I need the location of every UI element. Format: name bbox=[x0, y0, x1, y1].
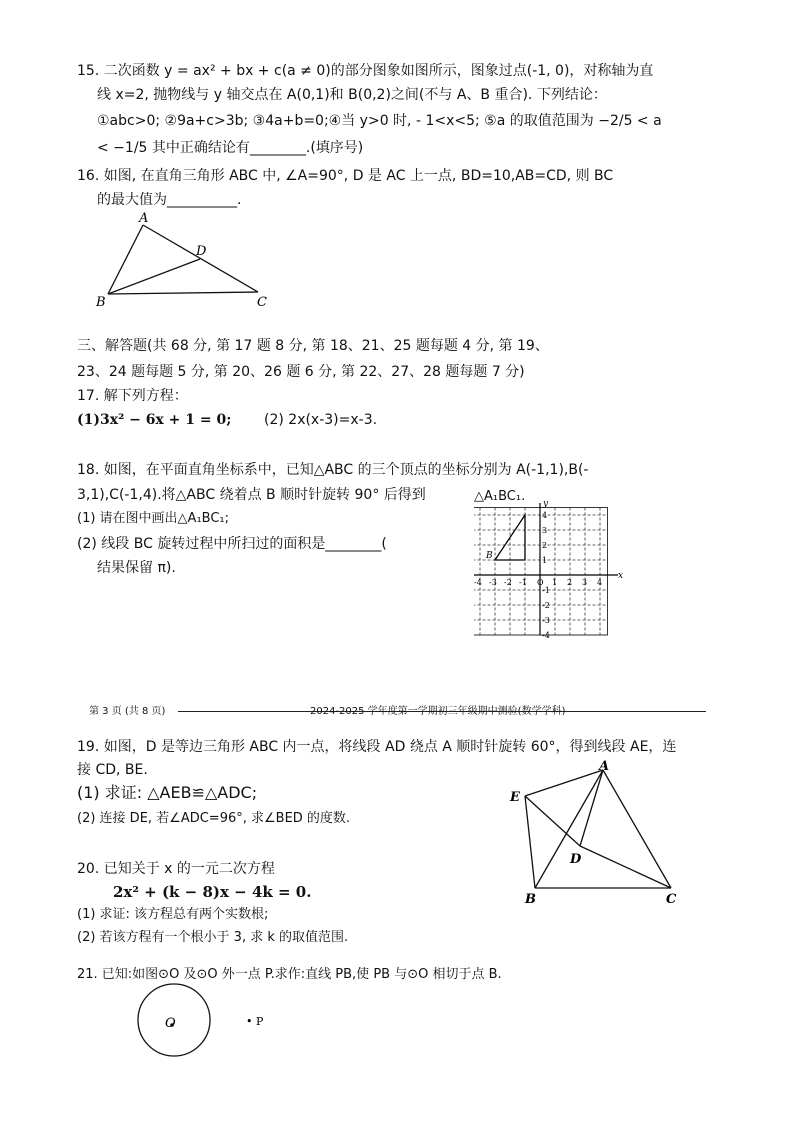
q19-part-1: (1) 求证: △AEB≌△ADC; bbox=[77, 783, 258, 802]
x-axis-label: x bbox=[618, 571, 624, 581]
q16-label-d: D bbox=[196, 244, 207, 259]
x-tick-label: -1 bbox=[519, 578, 527, 587]
x-tick-label: -4 bbox=[474, 578, 482, 587]
q19-label-e: E bbox=[510, 790, 520, 805]
q18-coordinate-grid bbox=[474, 500, 634, 640]
q19-label-b: B bbox=[525, 892, 536, 907]
q17-equation-1: (1)3x² − 6x + 1 = 0; bbox=[77, 412, 232, 428]
q20-equation: 2x² + (k − 8)x − 4k = 0. bbox=[113, 883, 312, 901]
y-tick-label: -2 bbox=[542, 601, 550, 610]
q19-part-2: (2) 连接 DE, 若∠ADC=96°, 求∠BED 的度数. bbox=[77, 811, 351, 826]
x-tick-label: -3 bbox=[489, 578, 497, 587]
q16-label-c: C bbox=[257, 295, 267, 310]
q15-line-3: ①abc>0; ②9a+c>3b; ③4a+b=0;④当 y>0 时, - 1<x<5; ⑤a 的取值范围为 −2/5 < a bbox=[97, 113, 662, 129]
x-tick-label: 4 bbox=[597, 578, 603, 587]
q17-title: 17. 解下列方程： bbox=[77, 388, 188, 404]
q19-line-2: 接 CD, BE. bbox=[77, 762, 148, 778]
q16-label-b: B bbox=[96, 295, 106, 310]
q16-line-1: 16. 如图, 在直角三角形 ABC 中, ∠A=90°, D 是 AC 上一点, BD=10,AB=CD, 则 BC bbox=[77, 168, 614, 184]
y-tick-label: 4 bbox=[542, 511, 548, 520]
section3-line-2: 23、24 题每题 5 分, 第 20、26 题 6 分, 第 22、27、28 题每题 7 分) bbox=[77, 364, 525, 380]
point-b-label: B bbox=[486, 551, 493, 561]
q21-label-p: • P bbox=[246, 1015, 264, 1028]
y-axis-label: y bbox=[543, 500, 549, 509]
q20-part-2: (2) 若该方程有一个根小于 3, 求 k 的取值范围. bbox=[77, 930, 349, 945]
q15-line-2: 线 x=2, 抛物线与 y 轴交点在 A(0,1)和 B(0,2)之间(不与 A、B 重合). 下列结论： bbox=[97, 87, 607, 103]
q18-part-2: (2) 线段 BC 旋转过程中所扫过的面积是________( bbox=[77, 536, 387, 552]
footer-page-number: 第 3 页 (共 8 页) bbox=[89, 706, 166, 717]
y-tick-label: 1 bbox=[542, 556, 548, 565]
q19-equilateral-figure bbox=[505, 758, 685, 908]
x-tick-label: -2 bbox=[504, 578, 512, 587]
q16-label-a: A bbox=[139, 211, 149, 226]
x-tick-label: 2 bbox=[567, 578, 573, 587]
grid-frame bbox=[474, 508, 608, 636]
q19-label-a: A bbox=[599, 759, 610, 774]
q21-label-o: O bbox=[165, 1016, 176, 1031]
q16-line-2: 的最大值为__________. bbox=[97, 192, 242, 208]
section3-line-1: 三、解答题(共 68 分, 第 17 题 8 分, 第 18、21、25 题每题 4 分, 第 19、 bbox=[77, 338, 549, 354]
q21-circle-figure bbox=[130, 980, 280, 1060]
q15-line-4: < −1/5 其中正确结论有________.(填序号) bbox=[97, 140, 364, 156]
q18-part-1: (1) 请在图中画出△A₁BC₁; bbox=[77, 511, 230, 526]
q18-line-1: 18. 如图，在平面直角坐标系中，已知△ABC 的三个顶点的坐标分别为 A(-1,1),B(- bbox=[77, 462, 589, 478]
q15-line-1: 15. 二次函数 y = ax² + bx + c(a ≠ 0)的部分图象如图所示，图象过点(-1, 0)，对称轴为直 bbox=[77, 63, 654, 79]
q18-part-2-continued: 结果保留 π). bbox=[97, 560, 176, 576]
q19-label-c: C bbox=[666, 892, 677, 907]
q21-line-1: 21. 已知:如图⊙O 及⊙O 外一点 P.求作:直线 PB,使 PB 与⊙O 相切于点 B. bbox=[77, 967, 502, 982]
y-tick-label: -1 bbox=[542, 586, 550, 595]
y-tick-label: 3 bbox=[542, 526, 548, 535]
q18-line-2: 3,1),C(-1,4).将△ABC 绕着点 B 顺时针旋转 90° 后得到 bbox=[77, 487, 426, 503]
y-tick-label: 2 bbox=[542, 541, 548, 550]
q16-triangle-figure bbox=[90, 210, 280, 310]
y-tick-label: -4 bbox=[542, 631, 550, 640]
q19-label-d: D bbox=[570, 852, 582, 867]
footer-title: 2024-2025 学年度第一学期初三年级期中测验(数学学科) bbox=[310, 706, 566, 717]
q17-equation-2: (2) 2x(x-3)=x-3. bbox=[264, 412, 378, 428]
q19-line-1: 19. 如图，D 是等边三角形 ABC 内一点，将线段 AD 绕点 A 顺时针旋转 60°，得到线段 AE，连 bbox=[77, 739, 677, 755]
x-tick-label: O bbox=[537, 578, 544, 587]
q20-line-1: 20. 已知关于 x 的一元二次方程 bbox=[77, 861, 275, 877]
x-tick-label: 3 bbox=[582, 578, 588, 587]
x-tick-label: 1 bbox=[552, 578, 558, 587]
q20-part-1: (1) 求证: 该方程总有两个实数根; bbox=[77, 907, 269, 922]
y-tick-label: -3 bbox=[542, 616, 550, 625]
q18-line-2-triangle: △A₁BC₁. bbox=[474, 489, 526, 504]
